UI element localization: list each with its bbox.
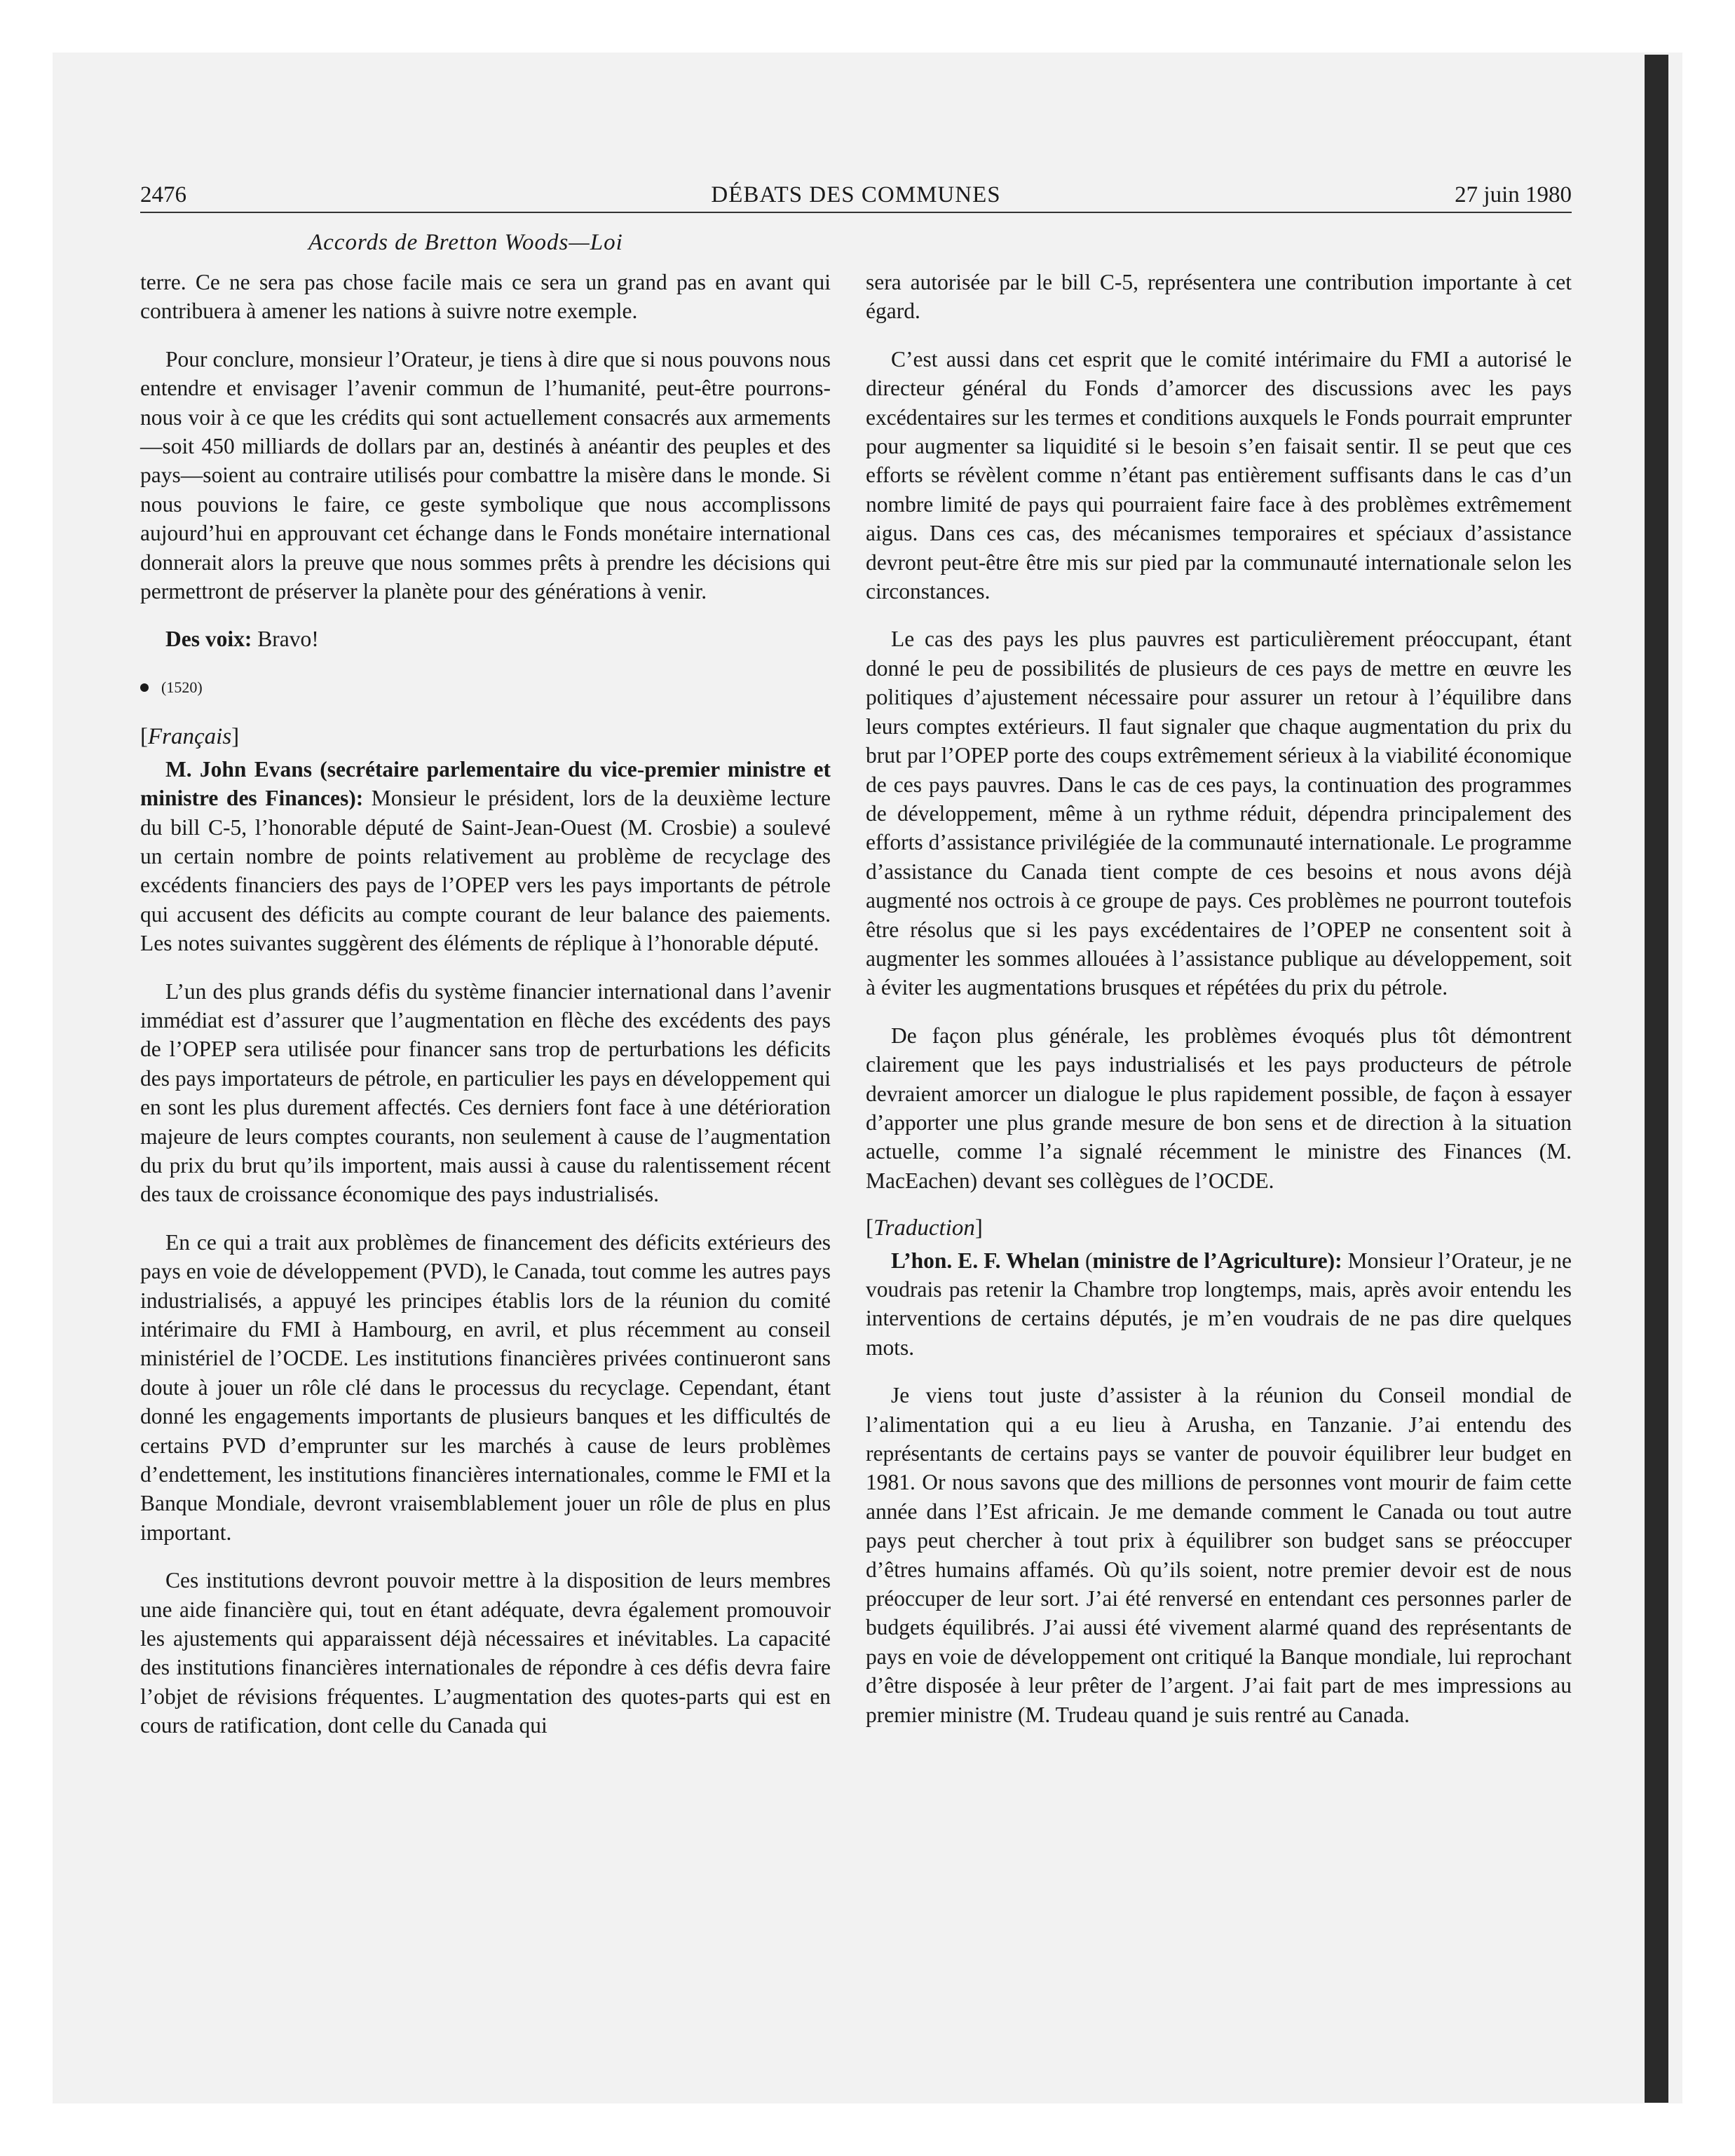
interjection-label: Des voix: xyxy=(165,627,252,652)
speaker-paren: ( xyxy=(1079,1248,1093,1273)
speech-paragraph xyxy=(866,1246,1572,1363)
time-marker-text: (1520) xyxy=(161,678,203,696)
section-label-text: Français xyxy=(148,724,232,750)
scan-edge-bar xyxy=(1645,55,1668,2103)
speech-paragraph xyxy=(140,755,831,958)
speaker-paren: ): xyxy=(1327,1248,1342,1273)
paragraph: Je viens tout juste d’assister à la réunion du Conseil mondial de l’alimentation qui a eu lieu à Arusha, en Tanzanie. J’ai entendu des représentants de certains pays se vanter de pouvoir équilibrer leur budget en 1981. Or nous savons que des millions de personnes vont mourir de faim cette année dans l’Est africain. Je me demande comment le Canada ou tout autre pays peut chercher à tout prix à équilibrer son budget sans se préoccuper d’êtres humains affamés. Où qu’ils soient, notre premier devoir est de nous préoccuper de leur sort. J’ai été renversé en entendant ces personnes parler de budgets équilibrés. J’ai aussi été vivement alarmé quand des représentants de pays en voie de développement ont critiqué la Banque mondiale, lui reprochant d’être disposée à leur prêter de l’argent. J’ai fait part de mes impressions au premier ministre (M. Trudeau quand je suis rentré au Canada. xyxy=(866,1383,1572,1727)
paragraph: Pour conclure, monsieur l’Orateur, je tiens à dire que si nous pouvons nous entendre et envisager l’avenir commun de l’humanité, peut-être pourrons-nous voir à ce que les crédits qui sont actuellement consacrés aux armements—soit 450 milliards de dollars par an, destinés à anéantir des peuples et des pays—soient au contraire utilisés pour combattre la misère dans le monde. Si nous pouvions le faire, ce geste symbolique que nous accomplissons aujourd’hui en approuvant cet échange dans le Fonds monétaire international donnerait alors la preuve que nous sommes prêts à prendre les décisions qui permettront de préserver la planète pour des générations à venir. xyxy=(140,346,831,604)
paragraph: L’un des plus grands défis du système financier international dans l’avenir immédiat est d’assurer que l’augmentation en flèche des excédents des pays de l’OPEP sera utilisée pour financer sans trop de perturbations les déficits des pays importateurs de pétrole, en particulier les pays en développement qui en sont les plus durement affectés. Ces derniers font face à une détérioration majeure de leurs comptes courants, non seulement à cause de l’augmentation du prix du brut qu’ils importent, mais aussi à cause du ralentissement récent des taux de croissance économique des pays industrialisés. xyxy=(140,978,831,1207)
paragraph: De façon plus générale, les problèmes évoqués plus tôt démontrent clairement que les pays industrialisés et les pays producteurs de pétrole devraient amorcer un dialogue le plus rapidement possible, de façon à essayer d’apporter une plus grande mesure de bon sens et de direction à la situation actuelle, comme l’a signalé récemment le ministre des Finances (M. MacEachen) devant ses collègues de l’OCDE. xyxy=(866,1023,1572,1193)
right-column xyxy=(866,268,1572,1748)
speaker-name: L’hon. E. F. Whelan xyxy=(891,1248,1080,1273)
running-head: Accords de Bretton Woods—Loi xyxy=(308,230,623,255)
paragraph: C’est aussi dans cet esprit que le comité intérimaire du FMI a autorisé le directeur général du Fonds d’amorcer des discussions avec les pays excédentaires sur les termes et conditions auxquels le Fonds pourrait emprunter pour augmenter sa liquidité si le besoin s’en faisait sentir. Il se peut que ces efforts se révèlent comme n’étant pas entièrement suffisants dans le cas d’un nombre limité de pays qui pourraient faire face à des problèmes extrêmement aigus. Dans ces cas, des mécanismes temporaires et spéciaux d’assistance devront peut-être être mis sur pied par la communauté internationale selon les circonstances. xyxy=(866,346,1572,604)
bullet-icon xyxy=(140,683,149,692)
speaker-name: M. John Evans (secrétaire parlementaire du vice-premier ministre et ministre des Finances): xyxy=(140,756,831,811)
page-number: 2476 xyxy=(140,182,186,207)
time-marker xyxy=(140,673,831,702)
speech-text: Monsieur le président, lors de la deuxième lecture du bill C-5, l’honorable député de Saint-Jean-Ouest (M. Crosbie) a soulevé un certain nombre de points relativement au problème de recyclage des excédents financiers des pays de l’OPEP vers les pays importants de pétrole qui accusent des déficits au compte courant de leur balance des paiements. Les notes suivantes suggèrent des éléments de réplique à l’honorable député. xyxy=(140,786,831,956)
paragraph: terre. Ce ne sera pas chose facile mais ce sera un grand pas en avant qui contribuera à amener les nations à suivre notre exemple. xyxy=(140,270,831,324)
interjection xyxy=(140,625,831,653)
speech-text: Monsieur l’Orateur, je ne voudrais pas retenir la Chambre trop longtemps, mais, après avoir entendu les interventions de certains députés, je m’en voudrais de ne pas dire quelques mots. xyxy=(866,1248,1572,1360)
language-section-label: [Français] xyxy=(140,724,240,750)
language-section-label: [Traduction] xyxy=(866,1215,983,1241)
paragraph: Le cas des pays les plus pauvres est particulièrement préoccupant, étant donné le peu de possibilités de plusieurs de ces pays de mettre en œuvre les politiques d’ajustement nécessaire pour assurer un retour à l’équilibre dans leurs comptes extérieurs. Il faut signaler que chaque augmentation du prix du brut par l’OPEP porte des coups extrêmement sérieux à la viabilité économique de ces pays pauvres. Dans le cas de ces pays, la continuation des programmes de développement, même à un rythme réduit, dépendra principalement des efforts d’assistance privilégiée de la communauté internationale. Le programme d’assistance du Canada tient compte de ces besoins et nous avons déjà augmenté nos octrois à ce groupe de pays. Ces problèmes ne pourront toutefois être résolus que si les pays excédentaires de l’OPEP ne consentent soit à augmenter les sommes allouées à l’assistance publique au développement, soit à éviter les augmentations brusques et répétées du prix du pétrole. xyxy=(866,627,1572,1000)
paragraph: sera autorisée par le bill C-5, représentera une contribution importante à cet égard. xyxy=(866,270,1572,324)
publication-date: 27 juin 1980 xyxy=(1455,182,1572,207)
interjection-text: Bravo! xyxy=(252,627,319,652)
publication-title: DÉBATS DES COMMUNES xyxy=(711,182,1001,207)
paragraph: Ces institutions devront pouvoir mettre à la disposition de leurs membres une aide financière qui, tout en étant adéquate, devra également promouvoir les ajustements qui apparaissent déjà nécessaires et inévitables. La capacité des institutions financières internationales de répondre à ces défis devra faire l’objet de révisions fréquentes. L’augmentation des quotes-parts qui est en cours de ratification, dont celle du Canada qui xyxy=(140,1568,831,1738)
left-column xyxy=(140,268,831,1759)
paragraph: En ce qui a trait aux problèmes de financement des déficits extérieurs des pays en voie de développement (PVD), le Canada, tout comme les autres pays industrialisés, a appuyé les principes établis lors de la réunion du comité intérimaire du FMI à Hambourg, en avril, et plus récemment au conseil ministériel de l’OCDE. Les institutions financières privées continueront sans doute à jouer un rôle clé dans le processus du recyclage. Cependant, étant donné les engagements importants de plusieurs banques et les difficultés de certains PVD d’emprunter sur les marchés à cause de leurs problèmes d’endettement, les institutions financières internationales, comme le FMI et la Banque Mondiale, devront vraisemblablement jouer un rôle de plus en plus important. xyxy=(140,1229,831,1545)
page-header xyxy=(140,181,1572,213)
speaker-role: ministre de l’Agriculture xyxy=(1092,1248,1328,1273)
section-label-text: Traduction xyxy=(873,1215,975,1241)
